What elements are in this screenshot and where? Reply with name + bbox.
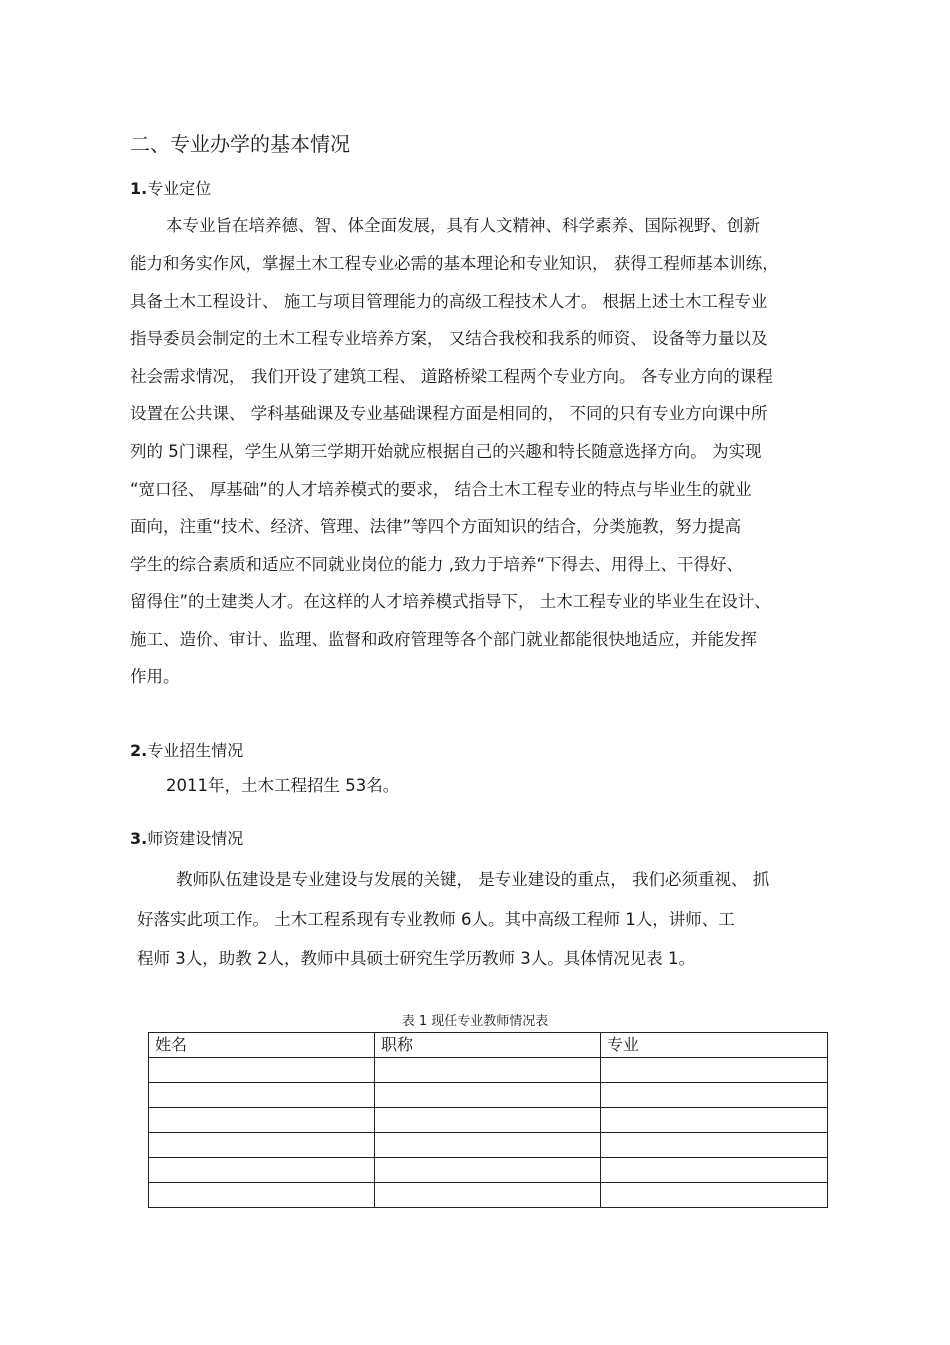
- section-2-title: 专业招生情况: [147, 741, 244, 760]
- paragraph-line: 作用。: [130, 667, 180, 686]
- table-cell: [375, 1083, 601, 1108]
- table-cell: [601, 1058, 828, 1083]
- paragraph-line: 指导委员会制定的土木工程专业培养方案， 又结合我校和我系的师资、 设备等力量以及: [130, 329, 768, 348]
- table-header-row: [149, 1033, 828, 1058]
- header-major: 专业: [601, 1033, 828, 1058]
- table-cell: [149, 1108, 375, 1133]
- section-2-number: 2.: [130, 741, 148, 760]
- paragraph-line: 面向，注重“技术、经济、管理、法律”等四个方面知识的结合，分类施教，努力提高: [130, 517, 742, 536]
- section-2-heading: [130, 738, 243, 761]
- table-cell: [149, 1058, 375, 1083]
- paragraph-line: 本专业旨在培养德、智、体全面发展，具有人文精神、科学素养、国际视野、创新: [166, 216, 760, 235]
- table-cell: [375, 1158, 601, 1183]
- paragraph-line: 设置在公共课、 学科基础课及专业基础课程方面是相同的， 不同的只有专业方向课中所: [130, 404, 768, 423]
- paragraph-line: 好落实此项工作。 土木工程系现有专业教师 6人。其中高级工程师 1人，讲师、工: [137, 910, 735, 929]
- paragraph-line: 程师 3人，助教 2人，教师中具硕士研究生学历教师 3人。具体情况见表 1。: [137, 949, 695, 968]
- section-1-number: 1.: [130, 179, 148, 198]
- paragraph-line: “宽口径、 厚基础”的人才培养模式的要求， 结合土木工程专业的特点与毕业生的就业: [130, 480, 752, 499]
- enrollment-line: 2011年，土木工程招生 53名。: [166, 776, 400, 795]
- table-cell: [375, 1058, 601, 1083]
- table-row: [149, 1083, 828, 1108]
- paragraph-line: 具备土木工程设计、 施工与项目管理能力的高级工程技术人才。 根据上述土木工程专业: [130, 292, 768, 311]
- paragraph-line: 教师队伍建设是专业建设与发展的关键， 是专业建设的重点， 我们必须重视、 抓: [176, 870, 770, 889]
- header-name: 姓名: [149, 1033, 375, 1058]
- section-1-title: 专业定位: [147, 179, 212, 198]
- paragraph-line: 社会需求情况， 我们开设了建筑工程、 道路桥梁工程两个专业方向。 各专业方向的课程: [130, 367, 773, 386]
- teacher-table: [148, 1032, 828, 1208]
- table-cell: [375, 1133, 601, 1158]
- table-cell: [149, 1083, 375, 1108]
- paragraph-line: 能力和务实作风，掌握土木工程专业必需的基本理论和专业知识， 获得工程师基本训练，: [130, 254, 779, 273]
- table-row: [149, 1158, 828, 1183]
- table-cell: [601, 1158, 828, 1183]
- table-cell: [601, 1083, 828, 1108]
- table-row: [149, 1058, 828, 1083]
- paragraph-line: 学生的综合素质和适应不同就业岗位的能力 ,致力于培养“下得去、用得上、干得好、: [130, 555, 744, 574]
- section-title: 二、专业办学的基本情况: [130, 132, 350, 156]
- table-row: [149, 1133, 828, 1158]
- section-3-number: 3.: [130, 829, 148, 848]
- paragraph-line: 施工、造价、审计、监理、监督和政府管理等各个部门就业都能很快地适应，并能发挥: [130, 630, 757, 649]
- table-cell: [601, 1183, 828, 1208]
- header-title: 职称: [375, 1033, 601, 1058]
- table-cell: [149, 1158, 375, 1183]
- table-cell: [149, 1183, 375, 1208]
- section-3-heading: [130, 826, 243, 849]
- table-cell: [375, 1108, 601, 1133]
- table-cell: [601, 1108, 828, 1133]
- paragraph-line: 留得住”的土建类人才。在这样的人才培养模式指导下， 土木工程专业的毕业生在设计、: [130, 592, 771, 611]
- table-cell: [149, 1133, 375, 1158]
- table-cell: [601, 1133, 828, 1158]
- table-caption: 表 1 现任专业教师情况表: [401, 1014, 549, 1029]
- table-row: [149, 1183, 828, 1208]
- section-3-title: 师资建设情况: [147, 829, 244, 848]
- table-row: [149, 1108, 828, 1133]
- paragraph-line: 列的 5门课程，学生从第三学期开始就应根据自己的兴趣和特长随意选择方向。 为实现: [130, 442, 762, 461]
- section-1-heading: [130, 176, 211, 199]
- table-cell: [375, 1183, 601, 1208]
